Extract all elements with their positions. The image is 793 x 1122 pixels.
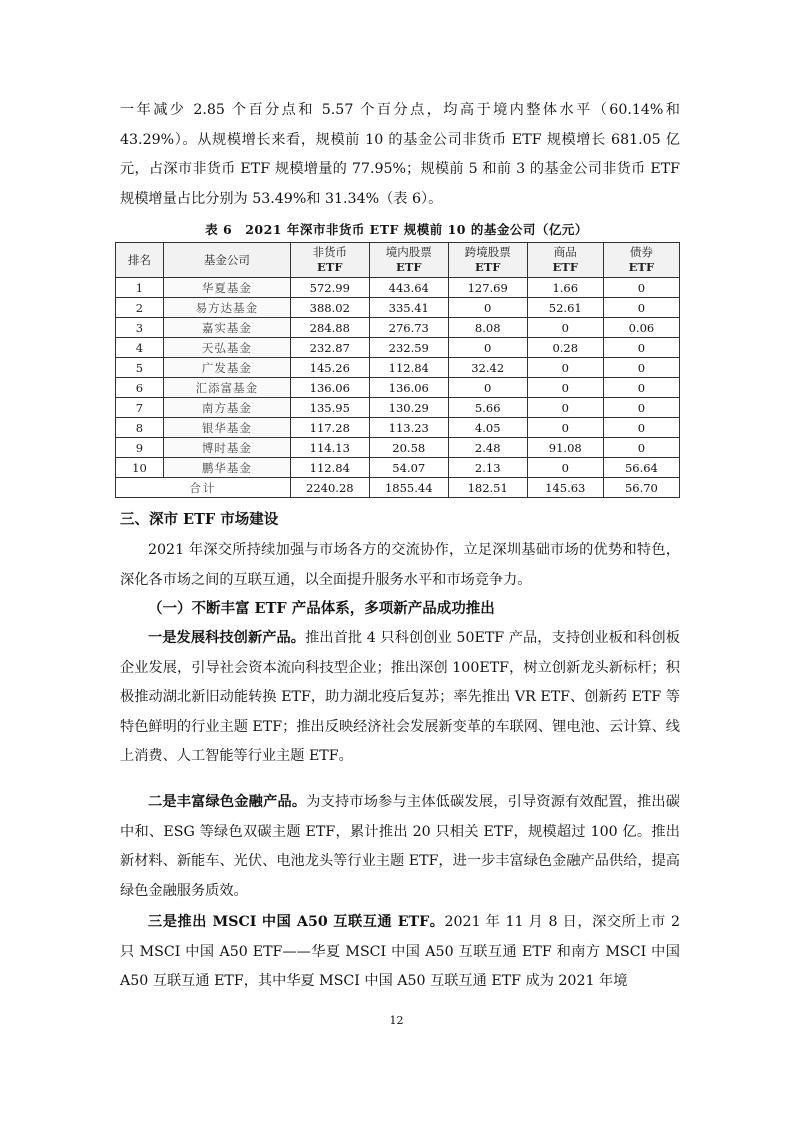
cell-domestic: 276.73: [369, 318, 448, 338]
cell-bond: 0: [603, 438, 679, 458]
cell-bond: 0: [603, 398, 679, 418]
total-non-money: 2240.28: [290, 478, 369, 498]
cell-bond: 0.06: [603, 318, 679, 338]
cell-non-money: 388.02: [290, 298, 369, 318]
cell-company: 银华基金: [163, 418, 290, 438]
header-cross-border: [448, 243, 527, 278]
cell-cross-border: 8.08: [448, 318, 527, 338]
msci-a50-body: 2021 年 11 月 8 日，深交所上市 2 只 MSCI 中国 A50 ETF——华夏 MSCI 中国 A50 互联互通 ETF 和南方 MSCI 中国 A50 互联互通 ETF，其中华夏 MSCI 中国 A50 互联互通 ETF 成为 2021 年境: [120, 914, 680, 990]
green-finance-paragraph: [120, 788, 680, 906]
header-bond: [603, 243, 679, 278]
header-commodity: [527, 243, 603, 278]
cell-non-money: 136.06: [290, 378, 369, 398]
cell-commodity: 91.08: [527, 438, 603, 458]
cell-rank: 6: [116, 378, 164, 398]
header-bond-line1: 债券: [629, 245, 653, 259]
cell-bond: 0: [603, 278, 679, 298]
page-number: 12: [389, 1014, 404, 1027]
cell-domestic: 136.06: [369, 378, 448, 398]
total-commodity: 145.63: [527, 478, 603, 498]
header-bond-line2: ETF: [628, 260, 655, 274]
cell-non-money: 145.26: [290, 358, 369, 378]
section-heading: 三、深市 ETF 市场建设: [120, 511, 279, 528]
cell-bond: 0: [603, 378, 679, 398]
cell-rank: 2: [116, 298, 164, 318]
cell-bond: 0: [603, 358, 679, 378]
section-subheading: （一）不断丰富 ETF 产品体系，多项新产品成功推出: [148, 600, 495, 617]
cell-commodity: 0: [527, 358, 603, 378]
cell-company: 嘉实基金: [163, 318, 290, 338]
cell-domestic: 20.58: [369, 438, 448, 458]
cell-domestic: 112.84: [369, 358, 448, 378]
cell-non-money: 114.13: [290, 438, 369, 458]
cell-company: 天弘基金: [163, 338, 290, 358]
table-row: [116, 458, 680, 478]
header-non-money-line2: ETF: [317, 260, 343, 274]
cell-rank: 10: [116, 458, 164, 478]
header-commodity-line2: ETF: [552, 260, 578, 274]
cell-rank: 3: [116, 318, 164, 338]
header-company: 基金公司: [163, 243, 290, 278]
fund-company-table: [115, 242, 680, 498]
total-bond: 56.70: [603, 478, 679, 498]
cell-cross-border: 2.13: [448, 458, 527, 478]
table-row: [116, 358, 680, 378]
cell-domestic: 113.23: [369, 418, 448, 438]
total-label: 合计: [116, 478, 291, 498]
cell-cross-border: 0: [448, 378, 527, 398]
cell-rank: 9: [116, 438, 164, 458]
cell-cross-border: 0: [448, 298, 527, 318]
table-header-row: [116, 243, 680, 278]
total-domestic: 1855.44: [369, 478, 448, 498]
section-intro-paragraph: 2021 年深交所持续加强与市场各方的交流协作，立足深圳基础市场的优势和特色，深化各市场之间的互联互通，以全面提升服务水平和市场竞争力。: [120, 542, 680, 588]
tech-innovation-paragraph: [120, 624, 680, 772]
cell-commodity: 0: [527, 418, 603, 438]
cell-commodity: 0: [527, 458, 603, 478]
table-row: [116, 318, 680, 338]
cell-bond: 0: [603, 418, 679, 438]
header-cross-border-line1: 跨境股票: [464, 245, 511, 259]
table-row: [116, 438, 680, 458]
cell-cross-border: 2.48: [448, 438, 527, 458]
cell-company: 博时基金: [163, 438, 290, 458]
table-caption: 表 6 2021 年深市非货币 ETF 规模前 10 的基金公司（亿元）: [205, 222, 588, 237]
cell-cross-border: 5.66: [448, 398, 527, 418]
cell-commodity: 52.61: [527, 298, 603, 318]
intro-paragraph: 一年减少 2.85 个百分点和 5.57 个百分点，均高于境内整体水平（60.14%和43.29%）。从规模增长来看，规模前 10 的基金公司非货币 ETF 规模增长 681.05 亿元，占深市非货币 ETF 规模增量的 77.95%；规模前 5 和前 3 的基金公司非货币 ETF 规模增量占比分别为 53.49%和 31.34%（表 6）。: [120, 102, 680, 207]
table-row: [116, 298, 680, 318]
cell-cross-border: 4.05: [448, 418, 527, 438]
cell-bond: 0: [603, 338, 679, 358]
total-cross-border: 182.51: [448, 478, 527, 498]
cell-company: 广发基金: [163, 358, 290, 378]
header-cross-border-line2: ETF: [474, 260, 501, 274]
cell-bond: 56.64: [603, 458, 679, 478]
header-commodity-line1: 商品: [553, 245, 577, 259]
header-rank: 排名: [116, 243, 164, 278]
cell-domestic: 54.07: [369, 458, 448, 478]
cell-non-money: 284.88: [290, 318, 369, 338]
table-row: [116, 278, 680, 298]
cell-company: 易方达基金: [163, 298, 290, 318]
msci-a50-lead: 三是推出 MSCI 中国 A50 互联互通 ETF。: [148, 914, 445, 930]
table-total-row: [116, 478, 680, 498]
cell-company: 南方基金: [163, 398, 290, 418]
cell-commodity: 0: [527, 398, 603, 418]
table-row: [116, 418, 680, 438]
cell-commodity: 1.66: [527, 278, 603, 298]
cell-rank: 4: [116, 338, 164, 358]
green-finance-lead: 二是丰富绿色金融产品。: [148, 794, 307, 810]
cell-rank: 8: [116, 418, 164, 438]
cell-commodity: 0: [527, 318, 603, 338]
cell-domestic: 335.41: [369, 298, 448, 318]
msci-a50-paragraph: [120, 908, 680, 997]
cell-rank: 5: [116, 358, 164, 378]
cell-company: 汇添富基金: [163, 378, 290, 398]
green-finance-body: 为支持市场参与主体低碳发展，引导资源有效配置，推出碳中和、ESG 等绿色双碳主题 ETF，累计推出 20 只相关 ETF，规模超过 100 亿。推出新材料、新能车、光伏、电池龙头等行业主题 ETF，进一步丰富绿色金融产品供给，提高绿色金融服务质效。: [120, 794, 680, 899]
cell-domestic: 443.64: [369, 278, 448, 298]
cell-cross-border: 127.69: [448, 278, 527, 298]
cell-non-money: 572.99: [290, 278, 369, 298]
cell-bond: 0: [603, 298, 679, 318]
cell-rank: 1: [116, 278, 164, 298]
cell-commodity: 0: [527, 378, 603, 398]
header-domestic: [369, 243, 448, 278]
header-non-money: [290, 243, 369, 278]
cell-commodity: 0.28: [527, 338, 603, 358]
cell-domestic: 130.29: [369, 398, 448, 418]
cell-non-money: 135.95: [290, 398, 369, 418]
cell-company: 华夏基金: [163, 278, 290, 298]
cell-non-money: 112.84: [290, 458, 369, 478]
header-domestic-line1: 境内股票: [385, 245, 432, 259]
header-domestic-line2: ETF: [396, 260, 422, 274]
cell-rank: 7: [116, 398, 164, 418]
tech-innovation-lead: 一是发展科技创新产品。: [148, 630, 306, 646]
cell-domestic: 232.59: [369, 338, 448, 358]
cell-company: 鹏华基金: [163, 458, 290, 478]
table-row: [116, 398, 680, 418]
header-non-money-line1: 非货币: [312, 245, 348, 259]
cell-cross-border: 0: [448, 338, 527, 358]
cell-non-money: 117.28: [290, 418, 369, 438]
tech-innovation-body: 推出首批 4 只科创创业 50ETF 产品，支持创业板和科创板企业发展，引导社会资本流向科技型企业；推出深创 100ETF，树立创新龙头新标杆；积极推动湖北新旧动能转换 ETF，助力湖北疫后复苏；率先推出 VR ETF、创新药 ETF 等特色鲜明的行业主题 ETF；推出反映经济社会发展新变革的车联网、锂电池、云计算、线上消费、人工智能等行业主题 ETF。: [120, 630, 680, 765]
table-row: [116, 378, 680, 398]
cell-cross-border: 32.42: [448, 358, 527, 378]
table-row: [116, 338, 680, 358]
cell-non-money: 232.87: [290, 338, 369, 358]
